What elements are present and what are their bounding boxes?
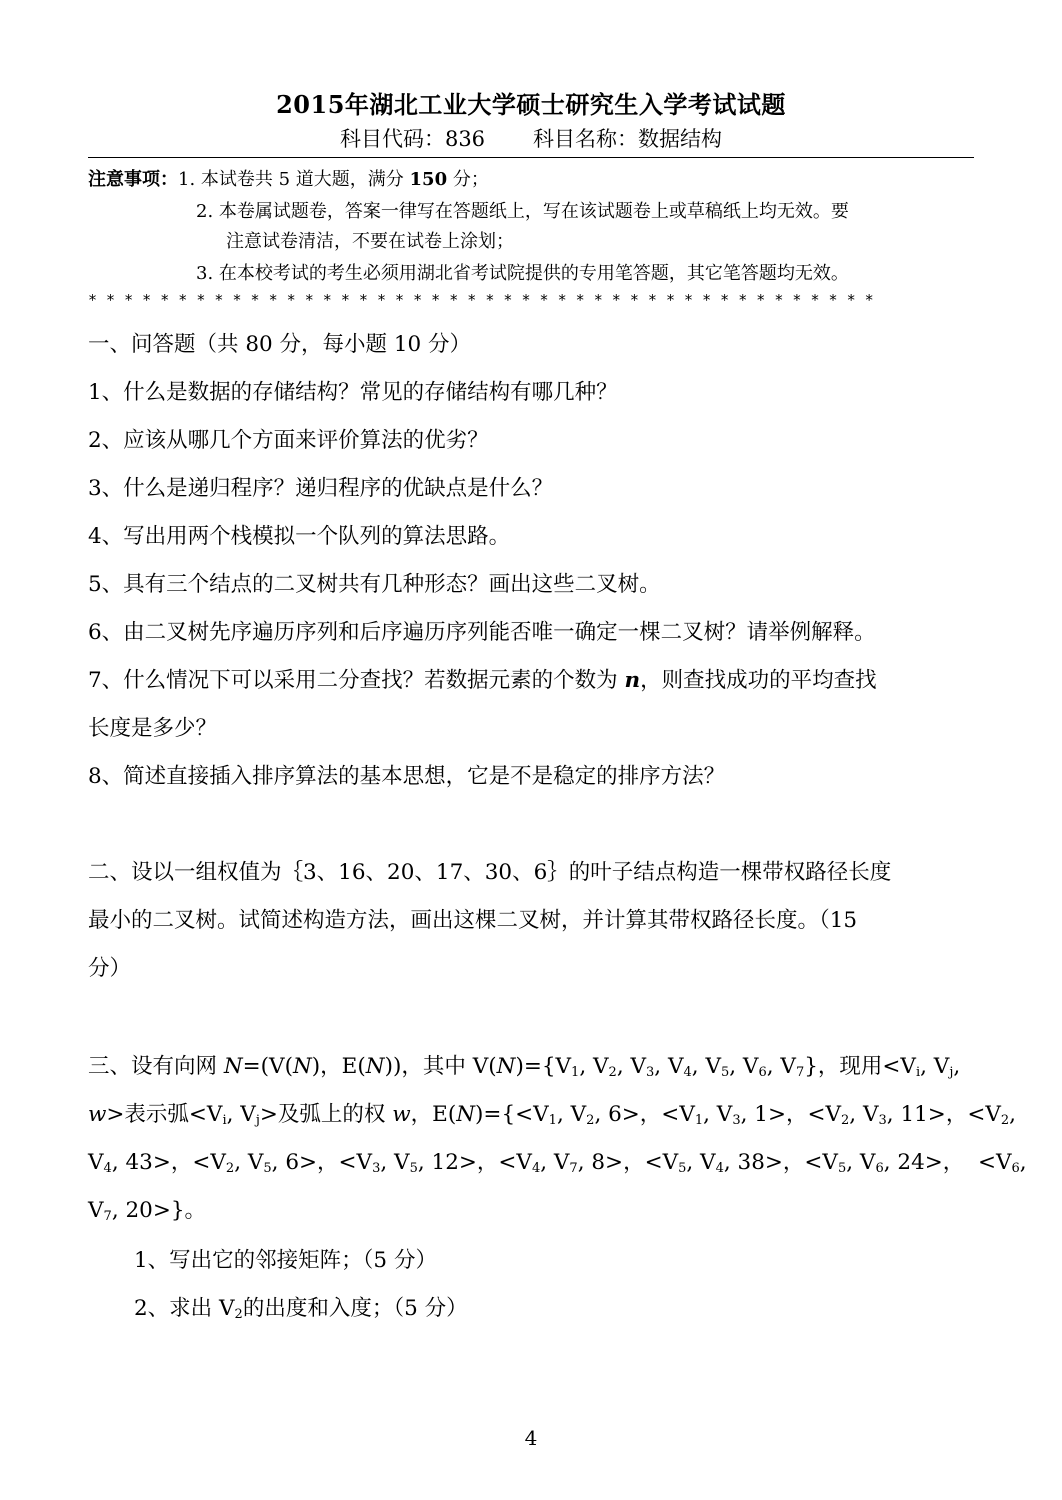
- notice-item-3: 3. 在本校考试的考生必须用湖北省考试院提供的专用笔答题，其它笔答题均无效。: [196, 263, 849, 284]
- page-title: 2015年湖北工业大学硕士研究生入学考试试题: [276, 90, 786, 119]
- variable-n: n: [624, 668, 641, 693]
- section2-line-3: 分）: [88, 956, 132, 981]
- question-5: 5、具有三个结点的二叉树共有几种形态？画出这些二叉树。: [88, 572, 661, 597]
- question-7: 7、什么情况下可以采用二分查找？若数据元素的个数为 n，则查找成功的平均查找: [88, 668, 877, 693]
- header-divider: [88, 157, 974, 158]
- subject-name: 科目名称：数据结构: [533, 127, 723, 151]
- section3-sub-1: 1、写出它的邻接矩阵；（5 分）: [134, 1248, 437, 1273]
- star-separator: * * * * * * * * * * * * * * * * * * * * * * * * * * * * * * * * * * * * * * * * * * * *: [88, 291, 874, 309]
- notice-item-1: 注意事项：1. 本试卷共 5 道大题，满分 150 分；: [88, 169, 489, 190]
- question-8: 8、简述直接插入排序算法的基本思想，它是不是稳定的排序方法？: [88, 764, 726, 789]
- question-3: 3、什么是递归程序？递归程序的优缺点是什么？: [88, 476, 554, 501]
- section3-line-3: $V_4$, 43>，$<V_2$, $V_5$, 6>，$<V_3$, $V_5$, 12>，$<V_4$, $V_7$, 8>，$<V_5$, $V_4$, 38>，$<V_5$, $V_6$, 24>， $<V_6$,: [88, 1150, 1027, 1176]
- page-number: 4: [524, 1426, 538, 1450]
- notice-item-2: 2. 本卷属试题卷，答案一律写在答题纸上，写在该试题卷上或草稿纸上均无效。要: [196, 201, 849, 222]
- section2-line-2: 最小的二叉树。试简述构造方法，画出这棵二叉树，并计算其带权路径长度。（15: [88, 908, 858, 933]
- notice-label: 注意事项：: [88, 169, 178, 190]
- question-7-cont: 长度是多少？: [88, 716, 218, 741]
- question-4: 4、写出用两个栈模拟一个队列的算法思路。: [88, 524, 511, 549]
- section3-sub-2: 2、求出 $V_2$的出度和入度；（5 分）: [134, 1296, 468, 1322]
- section3-line-2: w>表示弧$<V_i$, $V_j>$及弧上的权 w，$E(N)=\{<V_1$, $V_2$, 6>，$<V_1$, $V_3$, 1>，$<V_2$, $V_3$, 11>，$<V_2$,: [88, 1102, 1016, 1128]
- question-6: 6、由二叉树先序遍历序列和后序遍历序列能否唯一确定一棵二叉树？请举例解释。: [88, 620, 876, 645]
- subject-line: [0, 124, 1062, 154]
- total-score: 150: [409, 169, 448, 190]
- section3-line-1: 三、设有向网 N=(V(N)，E(N))，其中 $V(N)=\{V_1$, $V_2$, $V_3$, $V_4$, $V_5$, $V_6$, $V_7$}，现用$<V_i$, $V_j$,: [88, 1054, 961, 1080]
- section2-line-1: 二、设以一组权值为｛3、16、20、17、30、6｝的叶子结点构造一棵带权路径长度: [88, 860, 892, 885]
- section3-line-4: $V_7$, 20>}。: [88, 1198, 207, 1224]
- subject-code: 科目代码：836: [339, 127, 486, 151]
- question-2: 2、应该从哪几个方面来评价算法的优劣？: [88, 428, 489, 453]
- question-1: 1、什么是数据的存储结构？常见的存储结构有哪几种？: [88, 380, 618, 405]
- section1-heading: 一、问答题（共 80 分，每小题 10 分）: [88, 332, 472, 357]
- notice-item-2-cont: 注意试卷清洁，不要在试卷上涂划；: [226, 231, 514, 252]
